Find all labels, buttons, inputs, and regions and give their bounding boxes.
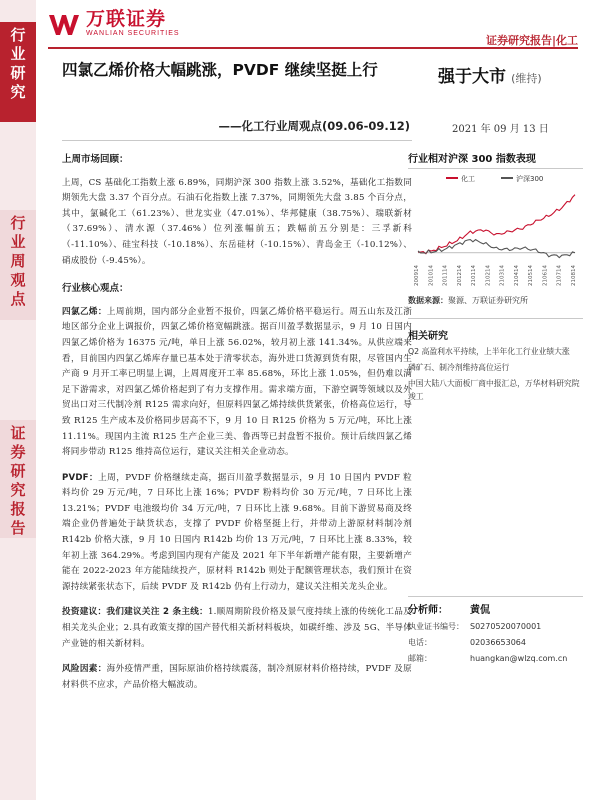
x-tick-label: 210414 [513, 265, 520, 286]
company-logo [48, 10, 180, 39]
series-line-1 [418, 240, 575, 258]
x-tick-label: 210614 [542, 265, 549, 286]
perchloroethylene-paragraph: 四氯乙烯：上周前期，国内部分企业暂不报价，四氯乙烯价格平稳运行。周五山东及江浙地区部分企业上调报价，四氯乙烯价格宽幅跳涨。据百川盈孚数据显示，9 月 10 日国内四氯乙烯价格为 16375 元/吨，单日上涨 56.02%，较月初上涨 141.34%。从供应端来看，目前国内四氯乙烯库存量已基本处于清零状态，海外进口货源到货有限，尽管国内生产商 9 月开工率已明显上调，上周周度开工率 85.68%，环比上涨 1.05%，但仍难以满足下游需求，对四氯乙烯价格起到了有力支撑作用。需求端方面，下游空调等领域以及外贸出口对三代制冷剂 R125 需求向好，但原料四氯乙烯持续供货紧张，价格高位运行，导致 R125 生产成本及价格同步居高不下，9 月 10 日 R125 价格为 5 万元/吨，环比上涨 11.11%。现国内主流 R125 生产企业三美、鲁西等已封盘暂不报价。预计后续四氯乙烯将同步带动 R125 维持高位运行，建议关注相关企业动态。 [62, 306, 412, 458]
right-column [408, 150, 583, 403]
phone-label: 电话： [408, 638, 432, 647]
market-review-heading: 上周市场回顾： [62, 154, 129, 165]
x-tick-label: 210214 [485, 265, 492, 286]
chart-svg [408, 171, 583, 291]
sidebar-tag-industry-research: 行 业 研 究 [0, 22, 36, 122]
main-content [62, 150, 412, 693]
perchloroethylene-lead: 四氯乙烯： [62, 306, 107, 317]
logo-w-icon [48, 13, 80, 37]
analyst-name: 黄侃 [470, 605, 490, 616]
x-tick-label: 210314 [499, 265, 506, 286]
phone-number: 02036653064 [470, 638, 526, 647]
chart-title: 行业相对沪深 300 指数表现 [408, 150, 583, 169]
logo-chinese-name: 万联证券 [86, 8, 167, 30]
rating-status: (维持) [511, 72, 542, 85]
report-date: 2021 年 09 月 13 日 [452, 124, 549, 135]
analyst-info [408, 596, 583, 667]
x-tick-label: 201014 [428, 265, 435, 286]
x-tick-label: 201214 [456, 265, 463, 286]
related-research-heading: 相关研究 [408, 318, 583, 342]
report-subtitle: ——化工行业周观点(09.06-09.12) [218, 119, 410, 133]
market-review-paragraph: 上周，CS 基础化工指数上涨 6.89%，同期沪深 300 指数上涨 3.52%，基础化工指数同期领先大盘 3.37 个百分点。石油石化指数上涨 7.37%，同期领先大盘 3.85 个百分点，其中，氯碱化工（61.23%）、世龙实业（47.01%）、华邦健康（38.75%）、瑞联新材（37.69%）、清水源（37.46%）位列涨幅前五；跌幅前五分别是：三孚新科（-11.10%）、硅宝科技（-10.18%）、东岳硅材（-10.15%）、青岛金王（-10.12%）、硝成股份（-9.45%）。 [62, 177, 412, 266]
core-view-heading: 行业核心观点： [62, 283, 129, 295]
x-tick-label: 200914 [414, 265, 420, 286]
x-tick-label: 210714 [556, 265, 563, 286]
cert-number: S0270520070001 [470, 622, 542, 631]
analyst-label: 分析师： [408, 605, 448, 616]
related-research-item[interactable]: Q2 高盈利水平持续，上半年化工行业业绩大涨 [408, 347, 570, 356]
report-type: 证券研究报告|化工 [485, 34, 578, 47]
sidebar-tag-research-report: 证 券 研 究 报 告 [0, 420, 36, 538]
report-title: 四氯乙烯价格大幅跳涨，PVDF 继续坚挺上行 [62, 61, 378, 79]
left-sidebar [0, 0, 36, 800]
rating-box [438, 62, 542, 87]
page-header [0, 0, 600, 47]
risk-factors-lead: 风险因素： [62, 664, 107, 675]
related-research-item[interactable]: 中国大陆八大面板厂商中报汇总，万华材料研究院竣工 [408, 379, 580, 401]
legend-label: 沪深300 [516, 175, 544, 183]
risk-factors-paragraph: 风险因素：海外疫情严重，国际原油价格持续震荡，制冷剂原材料价格持续，PVDF 及原材料供不应求，产品价格大幅波动。 [62, 664, 412, 690]
email-address[interactable]: huangkan@wlzq.com.cn [470, 654, 568, 663]
title-divider [62, 140, 412, 141]
investment-advice-lead: 投资建议：我们建议关注 2 条主线： [62, 607, 208, 618]
x-tick-label: 210814 [571, 265, 577, 286]
header-divider [48, 47, 578, 49]
logo-english-name: WANLIAN SECURITIES [86, 30, 180, 37]
x-tick-label: 210114 [471, 265, 478, 286]
pvdf-lead: PVDF： [62, 472, 99, 483]
rating-label: 强于大市 [438, 67, 506, 87]
data-source: 数据来源：聚源、万联证券研究所 [408, 296, 528, 305]
investment-advice-paragraph: 投资建议：我们建议关注 2 条主线：1.顺周期阶段价格及景气度持续上涨的传统化工品及相关龙头企业；2.具有政策支撑的国产替代相关新材料板块，如碳纤维、涉及 5G、半导体产业链的相关新材料。 [62, 607, 412, 649]
performance-chart [408, 171, 583, 291]
cert-label: 执业证书编号： [408, 622, 464, 631]
pvdf-paragraph: PVDF：上周，PVDF 价格继续走高，据百川盈孚数据显示，9 月 10 日国内 PVDF 粒料均价 29 万元/吨，7 日环比上涨 16%；PVDF 粉料均价 30 万元/吨，7 日环比上涨 13.21%；PVDF 电池级均价 34 万元/吨，7 日环比上涨 9.68%。目前下游贸易商及终端企业仍普遍处于缺货状态，支撑了 PVDF 价格坚挺上行，并带动上游原材料制冷剂 R142b 价格大涨，9 月 10 日国内 R142b 均价 13 万元/吨，7 日环比上涨 8.33%，较年初上涨 364.29%。考虑到国内现有产能及 2021 年下半年新增产能有限，主要新增产能在 2022-2023 年方能陆续投产，原材料 R142b 则处于配额管理状态，我们预计在资源持续紧张状态下，后续 PVDF 及 R142b 仍有上行动力，建议关注相关龙头企业。 [62, 472, 412, 592]
x-tick-label: 210514 [528, 265, 535, 286]
series-line-0 [418, 195, 575, 254]
email-label: 邮箱： [408, 654, 432, 663]
x-tick-label: 201114 [442, 265, 449, 286]
legend-label: 化工 [461, 175, 475, 183]
related-research-item[interactable]: 磷矿石、制冷剂维持高位运行 [408, 363, 510, 372]
sidebar-tag-weekly-view: 行 业 周 观 点 [0, 210, 36, 320]
